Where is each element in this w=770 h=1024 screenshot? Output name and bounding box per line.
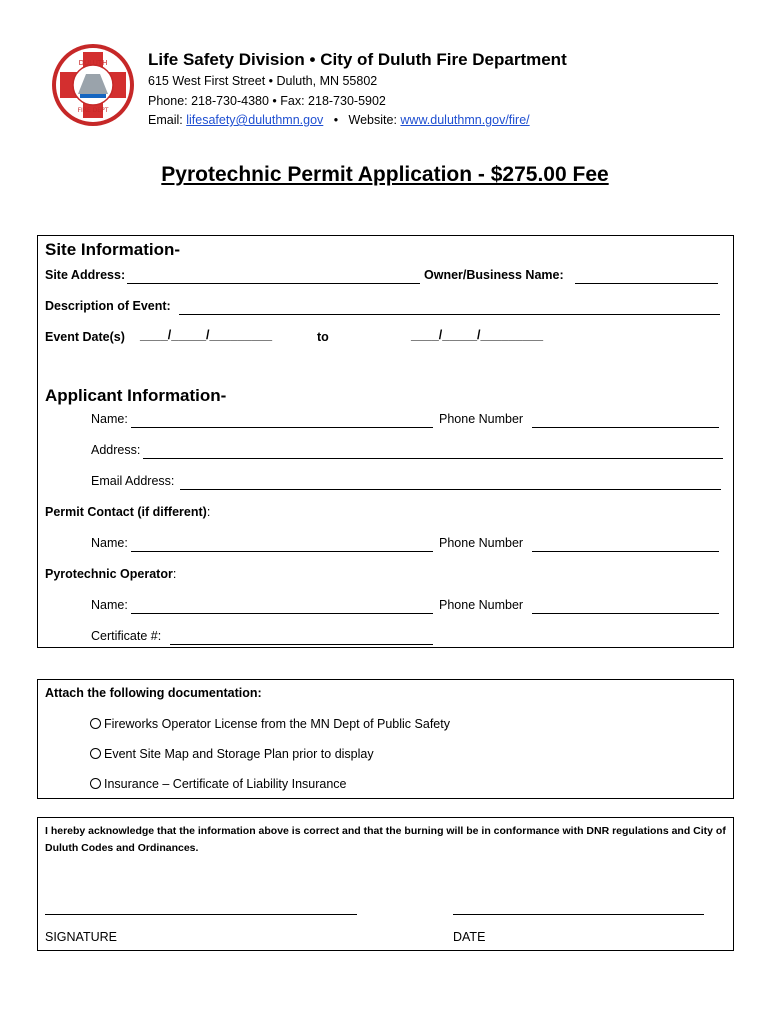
email-link[interactable]: lifesafety@duluthmn.gov — [186, 113, 324, 127]
contact-name-field[interactable] — [131, 551, 433, 552]
date-label: DATE — [453, 930, 486, 944]
certificate-label: Certificate #: — [91, 629, 162, 643]
attach-item[interactable] — [90, 717, 450, 731]
fire-department-logo — [50, 42, 136, 128]
contact-phone-field[interactable] — [532, 551, 719, 552]
owner-name-label: Owner/Business Name: — [424, 268, 564, 282]
org-address: 615 West First Street • Duluth, MN 55802 — [148, 74, 378, 88]
description-field[interactable] — [179, 314, 720, 315]
applicant-address-label: Address: — [91, 443, 141, 457]
org-title: Life Safety Division • City of Duluth Fire Department — [148, 50, 567, 69]
site-address-field[interactable] — [127, 283, 420, 284]
checkbox-icon[interactable] — [90, 748, 101, 759]
operator-heading — [45, 567, 176, 581]
applicant-phone-field[interactable] — [532, 427, 719, 428]
operator-phone-label: Phone Number — [439, 598, 524, 612]
applicant-name-field[interactable] — [131, 427, 433, 428]
applicant-phone-label: Phone Number — [439, 412, 524, 426]
site-address-label: Site Address: — [45, 268, 126, 282]
checkbox-icon[interactable] — [90, 718, 101, 729]
attach-item-label: Event Site Map and Storage Plan prior to display — [104, 747, 374, 761]
event-end-date-field[interactable]: ____/_____/_________ — [411, 328, 544, 342]
certificate-field[interactable] — [170, 644, 433, 645]
permit-contact-label: Permit Contact (if different) — [45, 505, 207, 519]
page-title: Pyrotechnic Permit Application - $275.00 Fee — [161, 163, 609, 186]
applicant-address-field[interactable] — [143, 458, 723, 459]
attach-heading: Attach the following documentation: — [45, 686, 262, 700]
event-dates-to: to — [317, 330, 329, 344]
email-label: Email: — [148, 113, 183, 127]
operator-phone-field[interactable] — [532, 613, 719, 614]
applicant-name-label: Name: — [91, 412, 128, 426]
contact-phone-label: Phone Number — [439, 536, 524, 550]
operator-name-field[interactable] — [131, 613, 433, 614]
applicant-email-label: Email Address: — [91, 474, 175, 488]
website-label: Website: — [348, 113, 397, 127]
checkbox-icon[interactable] — [90, 778, 101, 789]
description-label: Description of Event: — [45, 299, 171, 313]
event-start-date-field[interactable]: ____/_____/_________ — [140, 328, 273, 342]
logo-text-bottom: FIRE DEPT — [77, 107, 109, 114]
acknowledge-text: I hereby acknowledge that the information above is correct and that the burning will be in conformance with DNR regulations and City of Duluth Codes and Ordinances. — [45, 825, 726, 854]
permit-contact-colon: : — [206, 505, 211, 519]
signature-field[interactable] — [45, 914, 357, 915]
attach-item-label: Insurance – Certificate of Liability Insurance — [104, 777, 347, 791]
site-applicant-box — [37, 235, 734, 648]
attach-item-label: Fireworks Operator License from the MN Dept of Public Safety — [104, 717, 450, 731]
operator-name-label: Name: — [91, 598, 128, 612]
permit-contact-heading — [45, 505, 210, 519]
signature-label: SIGNATURE — [45, 930, 117, 944]
attach-item[interactable] — [90, 747, 374, 761]
website-link[interactable]: www.duluthmn.gov/fire/ — [400, 113, 530, 127]
event-dates-label: Event Date(s) — [45, 330, 125, 344]
date-field[interactable] — [453, 914, 704, 915]
operator-label: Pyrotechnic Operator — [45, 567, 173, 581]
logo-text-top: DULUTH — [78, 59, 108, 67]
operator-colon: : — [172, 567, 177, 581]
applicant-heading: Applicant Information- — [45, 386, 227, 405]
contact-name-label: Name: — [91, 536, 128, 550]
org-email-line: Email: lifesafety@duluthmn.gov • Website: www.duluthmn.gov/fire/ — [148, 113, 530, 127]
attach-item[interactable] — [90, 777, 347, 791]
site-heading: Site Information- — [45, 240, 181, 259]
owner-name-field[interactable] — [575, 283, 718, 284]
org-phone: Phone: 218-730-4380 • Fax: 218-730-5902 — [148, 94, 386, 108]
applicant-email-field[interactable] — [180, 489, 721, 490]
